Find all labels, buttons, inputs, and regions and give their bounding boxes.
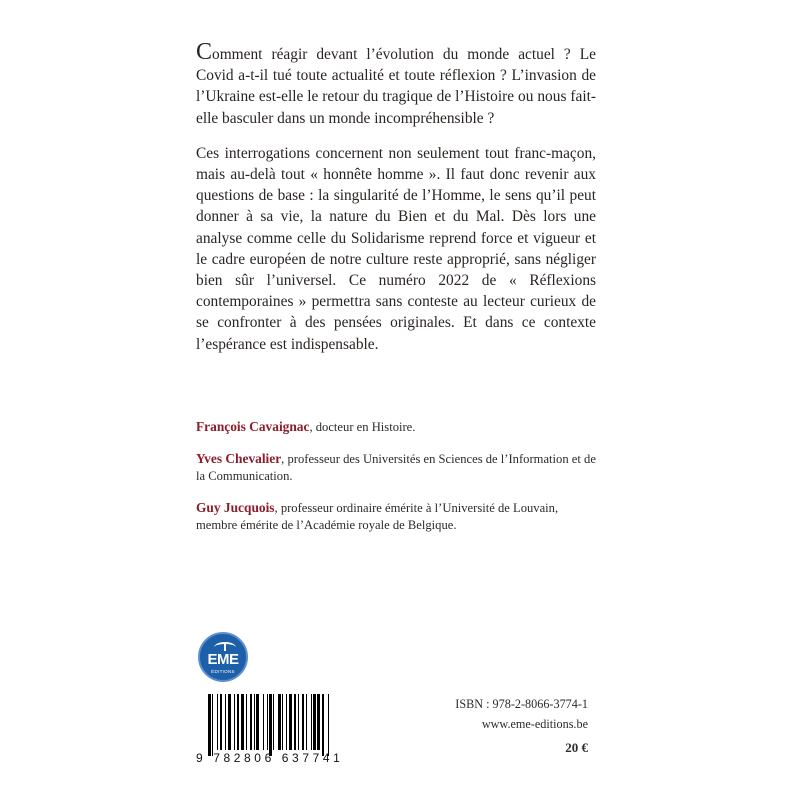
- author-name: Yves Chevalier: [196, 451, 282, 466]
- blurb-paragraph-1-text: omment réagir devant l’évolution du monde actuel ? Le Covid a-t-il tué toute actualité et toute réflexion ? L’invasion de l’Ukraine est-elle le retour du tragique de l’Histoire ou nous fait-elle basculer dans un monde incompréhensible ?: [196, 46, 596, 127]
- barcode-bar: [237, 694, 240, 750]
- barcode-bar: [298, 694, 299, 750]
- isbn-block: [400, 694, 588, 758]
- barcode-bar: [220, 694, 223, 750]
- barcode-bar: [317, 694, 320, 750]
- author-name: François Cavaignac: [196, 419, 310, 434]
- barcode-bar: [313, 694, 316, 750]
- barcode-bar: [286, 694, 287, 750]
- barcode-bar: [322, 694, 323, 756]
- barcode-bar: [228, 694, 232, 750]
- author-entry: [196, 499, 596, 534]
- barcode-bar: [250, 694, 253, 750]
- publisher-logo-text: EME: [207, 651, 239, 668]
- barcode-bar: [273, 694, 274, 750]
- barcode-bar: [208, 694, 211, 756]
- publisher-website: www.eme-editions.be: [481, 717, 588, 731]
- ean-barcode: [196, 694, 376, 766]
- author-description: , professeur des Universités en Sciences de l’Information et de la Communication.: [196, 452, 596, 483]
- blurb-paragraph-2: Ces interrogations concernent non seulement tout franc-maçon, mais au-delà tout « honnête homme ». Il faut donc revenir aux questions de base : la singularité de l’Homme, le sens qu’il peut donner à sa vie, la nature du Bien et du Mal. Dès lors une analyse comme celle du Solidarisme reprend force et vigueur et le cadre européen de notre culture reste approprié, sans négliger bien sûr l’universel. Ce numéro 2022 de « Réflexions contemporaines » permettra sans conteste au lecteur curieux de se confronter à des pensées originales. Et dans ce contexte l’espérance est indispensable.: [196, 144, 596, 353]
- author-list: [196, 418, 596, 548]
- author-entry: [196, 418, 596, 436]
- barcode-bar: [256, 694, 259, 750]
- barcode-bar: [263, 694, 264, 750]
- barcode-bar: [302, 694, 305, 750]
- author-name: Guy Jucquois: [196, 500, 275, 515]
- barcode-bar: [212, 694, 213, 756]
- barcode-bar: [246, 694, 247, 750]
- barcode-bars: [208, 694, 374, 752]
- blurb-paragraph-1: [196, 39, 596, 129]
- barcode-bar: [234, 694, 235, 750]
- barcode-bar: [306, 694, 307, 750]
- barcode-bar: [269, 694, 272, 756]
- drop-cap: C: [196, 39, 213, 65]
- price-label: 20 €: [565, 740, 588, 755]
- barcode-digits: 9 782806 637741: [196, 751, 344, 765]
- publisher-logo: [198, 632, 248, 682]
- barcode-bar: [225, 694, 226, 750]
- back-cover-blurb: [196, 39, 596, 355]
- publisher-logo-subtext: ÉDITIONS: [211, 669, 235, 674]
- barcode-bar: [278, 694, 281, 750]
- barcode-bar: [289, 694, 293, 750]
- barcode-bar: [267, 694, 268, 750]
- author-description: , professeur ordinaire émérite à l’Université de Louvain, membre émérite de l’Académie royale de Belgique.: [196, 501, 559, 532]
- barcode-bar: [282, 694, 283, 750]
- isbn-number: ISBN : 978-2-8066-3774-1: [455, 697, 588, 711]
- barcode-bar: [328, 694, 329, 756]
- barcode-bar: [217, 694, 218, 750]
- author-description: , docteur en Histoire.: [309, 420, 416, 434]
- barcode-bar: [311, 694, 312, 750]
- barcode-bar: [241, 694, 245, 750]
- barcode-bar: [294, 694, 297, 750]
- barcode-bar: [254, 694, 255, 750]
- author-entry: [196, 450, 596, 485]
